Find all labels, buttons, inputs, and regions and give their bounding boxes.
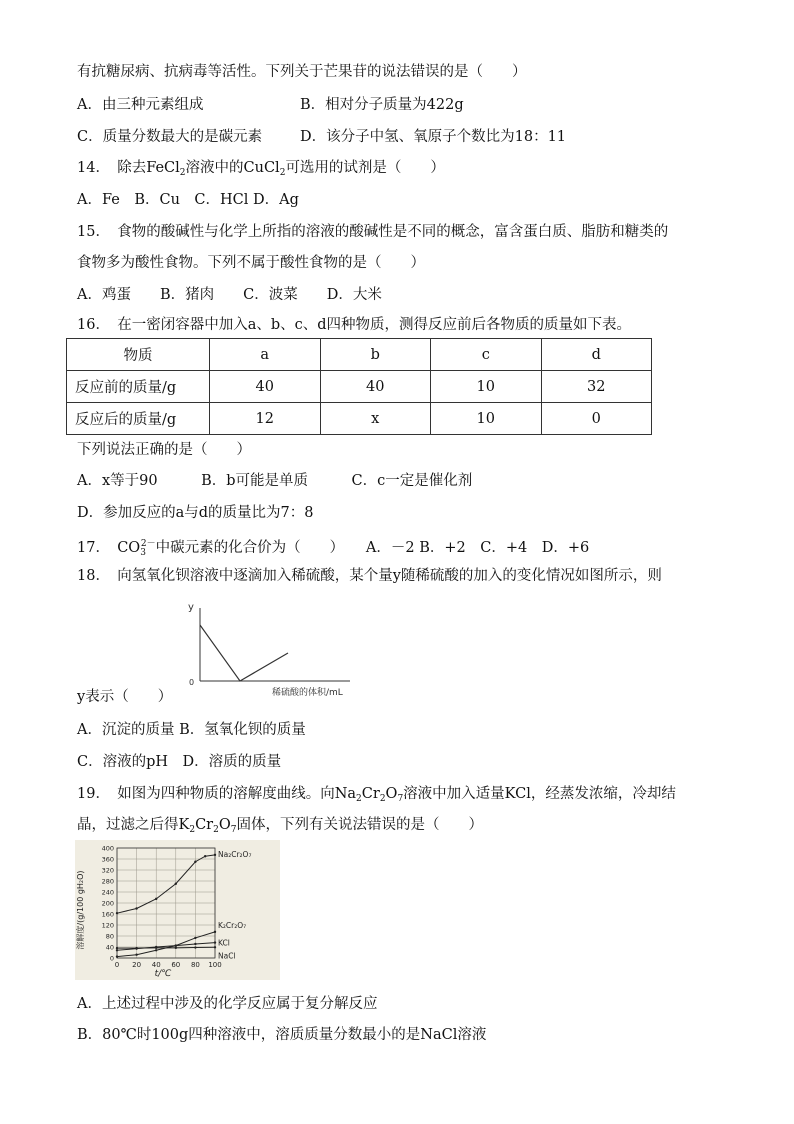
y-tick-label: 280 xyxy=(101,877,114,886)
data-point xyxy=(214,931,216,933)
q19-l1-pre: 19． 如图为四种物质的溶解度曲线。向Na xyxy=(77,786,357,802)
table-header-cell: b xyxy=(320,339,431,371)
y-tick-label: 0 xyxy=(109,954,114,963)
series-label: NaCl xyxy=(218,951,236,961)
table-cell: 10 xyxy=(431,371,542,403)
x-tick-label: 20 xyxy=(132,961,142,969)
y-tick-label: 200 xyxy=(101,899,114,908)
series-line xyxy=(117,947,215,948)
origin-label: 0 xyxy=(189,678,195,687)
data-point xyxy=(214,941,216,943)
q13-option-b: B．相对分子质量为422g xyxy=(300,97,464,113)
q19-l2-pre: 晶，过滤之后得K xyxy=(77,817,190,833)
data-point xyxy=(175,944,177,946)
table-cell: 40 xyxy=(320,371,431,403)
q14-num: 14． xyxy=(77,160,103,176)
q14-sub1: 2 xyxy=(179,168,186,178)
data-point xyxy=(116,912,118,914)
table-cell: 0 xyxy=(541,403,652,435)
q19-l1-s3: 7 xyxy=(397,794,404,804)
q18-figure xyxy=(180,593,360,698)
y-tick-label: 80 xyxy=(105,932,114,941)
x-tick-label: 80 xyxy=(190,961,200,969)
q19-l1-s1: 2 xyxy=(356,794,362,804)
solubility-chart xyxy=(75,840,280,980)
q19-option-b: B．80℃时100g四种溶液中，溶质质量分数最小的是NaCl溶液 xyxy=(77,1027,487,1043)
q15-line1: 15． 食物的酸碱性与化学上所指的溶液的酸碱性是不同的概念，富含蛋白质、脂肪和糖类的 xyxy=(77,224,669,240)
q18-options-line1: A．沉淀的质量 B．氢氧化钡的质量 xyxy=(77,722,306,738)
q18-stem: 18． 向氢氧化钡溶液中逐滴加入稀硫酸，某个量y随稀硫酸的加入的变化情况如图所示，则 xyxy=(77,568,662,584)
q14-stem xyxy=(77,158,445,183)
table-header-row xyxy=(67,339,652,371)
y-axis-label: y xyxy=(188,602,194,613)
data-point xyxy=(155,947,157,949)
chart-ylabel: 溶解度/(g/100 gH₂O) xyxy=(76,870,85,950)
table-header-cell: d xyxy=(541,339,652,371)
series-label: K₂Cr₂O₇ xyxy=(218,920,247,930)
data-point xyxy=(135,954,137,956)
series-label: Na₂Cr₂O₇ xyxy=(218,849,252,859)
q16-options-line1: A．x等于90 B．b可能是单质 C．c一定是催化剂 xyxy=(77,473,473,489)
q19-l2-s3: 7 xyxy=(230,825,237,835)
data-point xyxy=(194,946,196,948)
data-point xyxy=(135,907,137,909)
q14-pre: 除去FeCl xyxy=(117,160,180,176)
data-point xyxy=(155,949,157,951)
q19-l1-m1: Cr xyxy=(361,786,380,802)
y-tick-label: 40 xyxy=(105,943,114,952)
data-point xyxy=(135,947,137,949)
q14-options: A．Fe B．Cu C．HCl D．Ag xyxy=(77,192,299,208)
table-cell: x xyxy=(320,403,431,435)
data-point xyxy=(194,861,196,863)
y-tick-label: 160 xyxy=(101,910,114,919)
q13-option-c: C．质量分数最大的是碳元素 xyxy=(77,129,263,145)
data-point xyxy=(116,949,118,951)
q19-l2-s1: 2 xyxy=(189,825,196,835)
y-tick-label: 240 xyxy=(101,888,114,897)
q19-line1 xyxy=(77,784,676,809)
q19-l2-m1: Cr xyxy=(195,817,214,833)
table-header-cell: c xyxy=(431,339,542,371)
q19-l2-s2: 2 xyxy=(213,825,219,835)
q16-options-line2: D．参加反应的a与d的质量比为7：8 xyxy=(77,505,314,521)
q17-formula: CO xyxy=(117,540,141,556)
q18-curve xyxy=(200,625,288,681)
y-tick-label: 400 xyxy=(101,844,114,853)
table-cell: 12 xyxy=(210,403,321,435)
y-tick-label: 120 xyxy=(101,921,114,930)
q16-mass-table xyxy=(66,338,652,435)
q19-l2-m2: O xyxy=(218,817,231,833)
q13-stem-tail: 有抗糖尿病、抗病毒等活性。下列关于芒果苷的说法错误的是（ ） xyxy=(77,64,527,80)
q19-l1-post: 溶液中加入适量KCl，经蒸发浓缩，冷却结 xyxy=(403,786,676,802)
data-point xyxy=(194,943,196,945)
q17-num: 17． xyxy=(77,540,118,556)
q18-options-line2: C．溶液的pH D．溶质的质量 xyxy=(77,754,282,770)
table-row xyxy=(67,371,652,403)
y-tick-label: 320 xyxy=(101,866,114,875)
q14-post: 可选用的试剂是（ ） xyxy=(285,160,445,176)
q17-post: 中碳元素的化合价为（ ） A．－2 B．+2 C．+4 D．+6 xyxy=(155,540,590,556)
q19-l1-s2: 2 xyxy=(379,794,386,804)
data-point xyxy=(214,854,216,856)
q19-line2 xyxy=(77,815,483,840)
table-header-cell: a xyxy=(210,339,321,371)
table-cell: 40 xyxy=(210,371,321,403)
table-cell: 反应前的质量/g xyxy=(67,371,210,403)
q13-option-d: D．该分子中氢、氧原子个数比为18：11 xyxy=(300,129,567,145)
y-tick-label: 360 xyxy=(101,855,114,864)
series-label: KCl xyxy=(218,938,230,948)
data-point xyxy=(155,898,157,900)
table-cell: 10 xyxy=(431,403,542,435)
data-point xyxy=(175,883,177,885)
table-cell: 反应后的质量/g xyxy=(67,403,210,435)
series-line xyxy=(117,855,215,913)
q17-stem xyxy=(77,534,589,563)
table-header-cell: 物质 xyxy=(67,339,210,371)
table-cell: 32 xyxy=(541,371,652,403)
data-point xyxy=(175,947,177,949)
q14-mid: 溶液中的CuCl xyxy=(185,160,280,176)
q15-options: A．鸡蛋 B．猪肉 C．波菜 D．大米 xyxy=(77,287,382,303)
series-line xyxy=(117,943,215,951)
x-tick-label: 40 xyxy=(151,961,161,969)
q13-option-a: A．由三种元素组成 xyxy=(77,97,204,113)
q18-tail: y表示（ ） xyxy=(77,689,173,705)
x-tick-label: 0 xyxy=(114,961,120,969)
data-point xyxy=(116,947,118,949)
q16-question: 下列说法正确的是（ ） xyxy=(77,442,251,458)
q17-sub: 3 xyxy=(140,548,146,558)
q19-l1-m2: O xyxy=(385,786,398,802)
data-point xyxy=(194,937,196,939)
table-row xyxy=(67,403,652,435)
q16-stem: 16． 在一密闭容器中加入a、b、c、d四种物质，测得反应前后各物质的质量如下表。 xyxy=(77,317,632,333)
data-point xyxy=(214,946,216,948)
x-tick-label: 60 xyxy=(171,961,181,969)
x-tick-label: 100 xyxy=(208,961,222,969)
q17-sup: 2－ xyxy=(140,539,156,549)
q19-option-a: A．上述过程中涉及的化学反应属于复分解反应 xyxy=(77,996,378,1012)
q19-l2-post: 固体，下列有关说法错误的是（ ） xyxy=(236,817,483,833)
data-point xyxy=(204,855,206,857)
chart-xlabel: t/℃ xyxy=(154,969,172,979)
x-axis-label: 稀硫酸的体积/mL xyxy=(272,688,343,698)
q14-sub2: 2 xyxy=(279,168,286,178)
q15-line2: 食物多为酸性食物。下列不属于酸性食物的是（ ） xyxy=(77,255,425,271)
series-line xyxy=(117,932,215,957)
data-point xyxy=(116,955,118,957)
